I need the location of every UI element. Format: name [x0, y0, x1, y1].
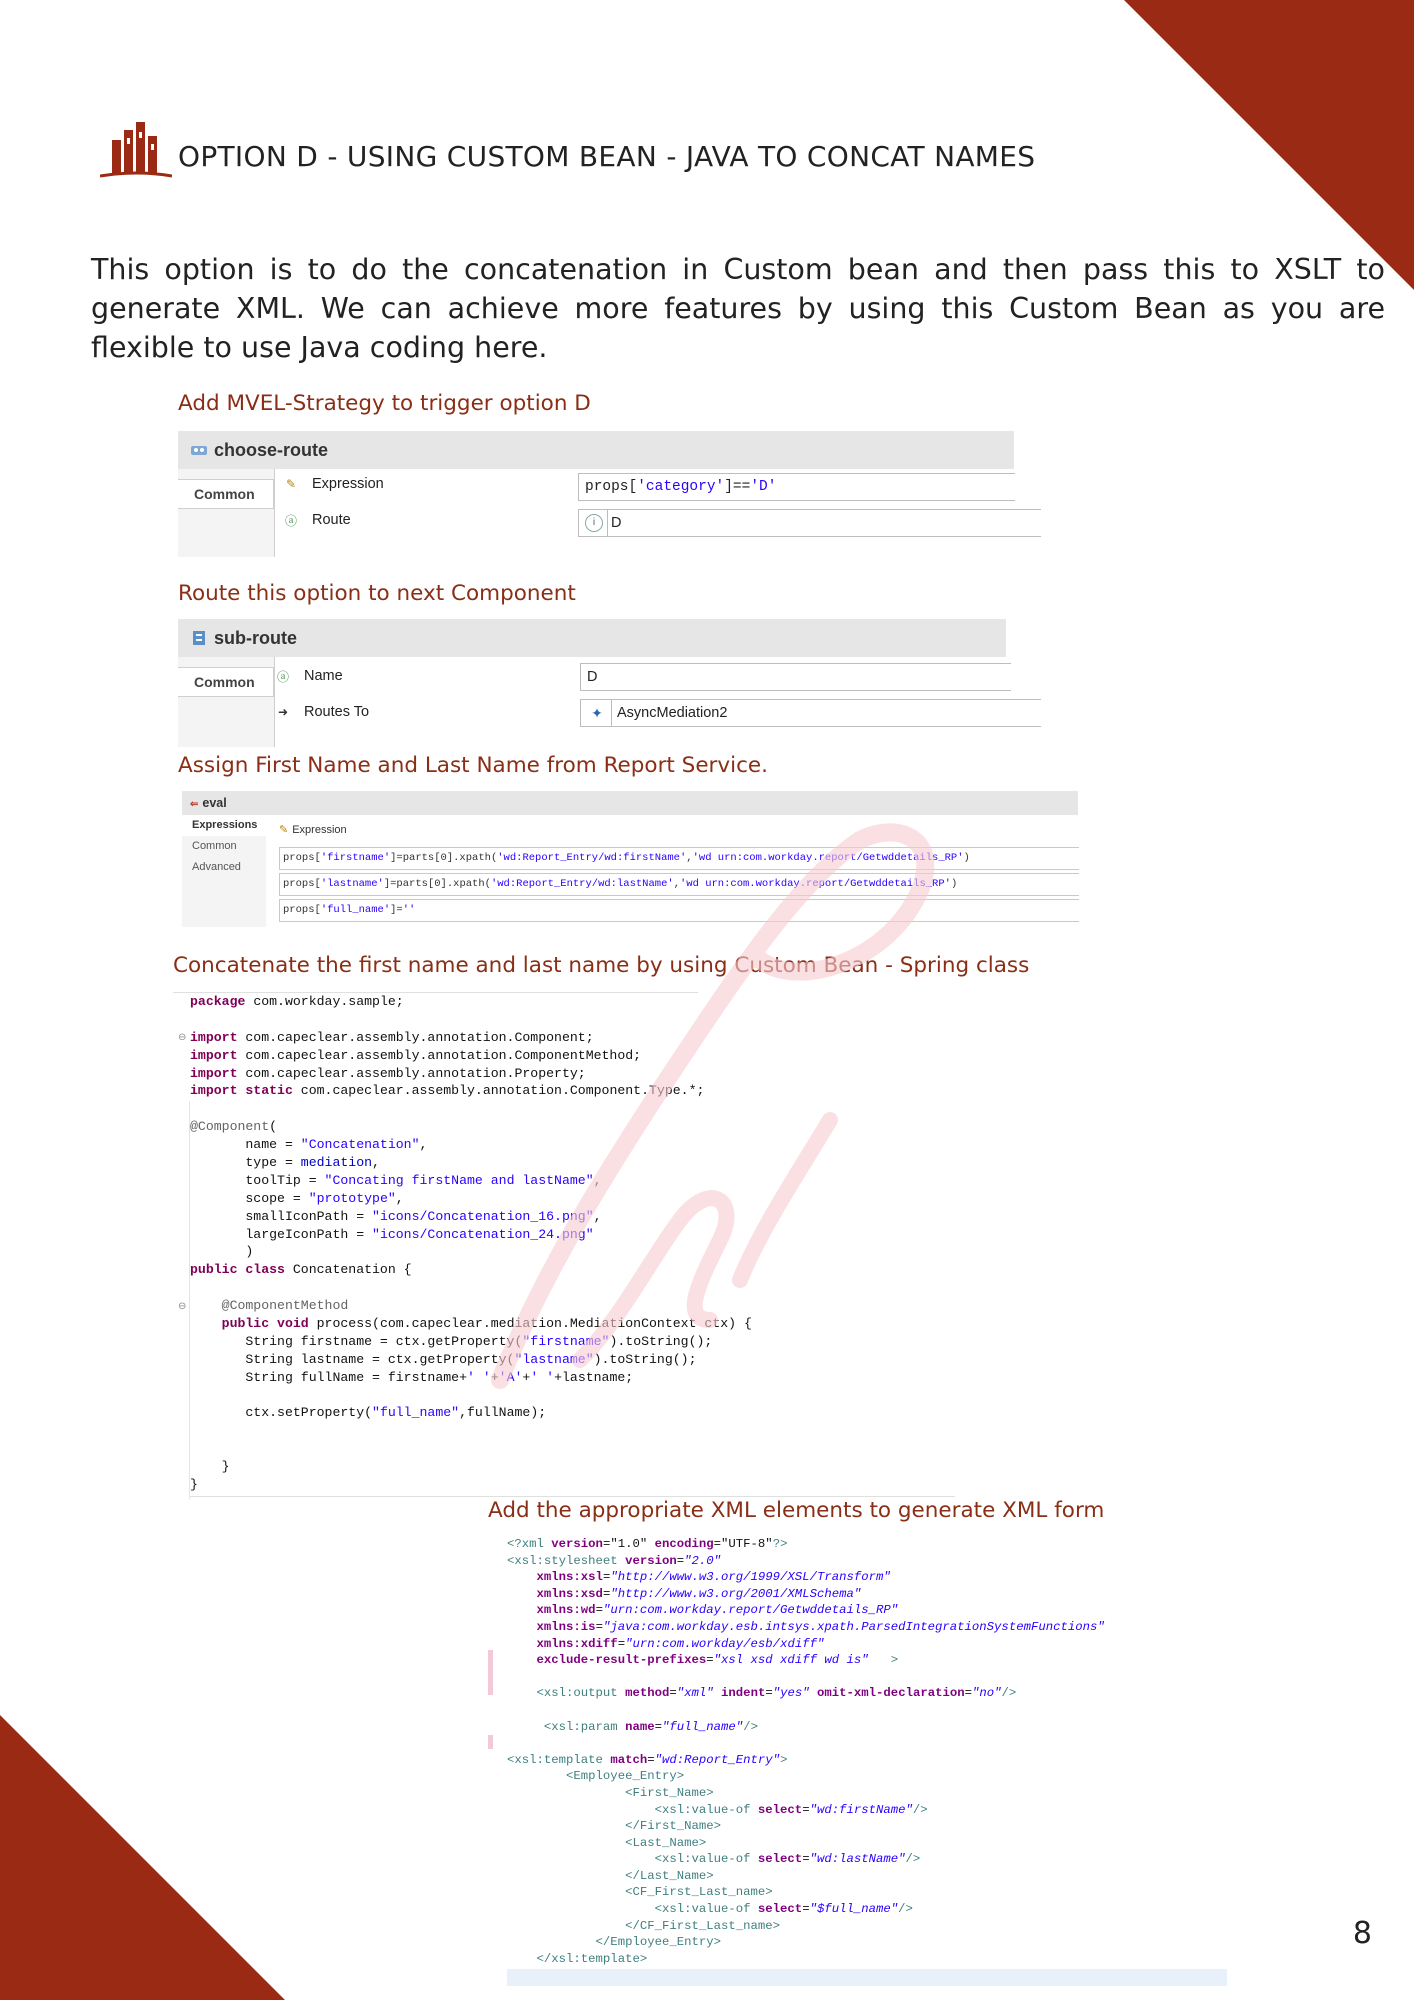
choose-route-title: choose-route	[214, 439, 329, 460]
xml-code-line: <xsl:value-of select="wd:firstName"/>	[507, 1802, 928, 1817]
eval-expression-1[interactable]: props['firstname']=parts[0].xpath('wd:Report_Entry/wd:firstName','wd urn:com.workday.report/Getwddetails_RP')	[279, 847, 1079, 870]
xml-code-line: exclude-result-prefixes="xsl xsd xdiff wd is" >	[507, 1653, 899, 1668]
eval-panel	[182, 791, 1078, 927]
xml-code-line: xmlns:xsl="http://www.w3.org/1999/XSL/Transform"	[507, 1570, 891, 1585]
xml-code-line: <xsl:output method="xml" indent="yes" omit-xml-declaration="no"/>	[507, 1686, 1017, 1701]
fold-icon[interactable]: ⊖	[178, 1032, 187, 1043]
routes-to-label-row	[274, 703, 369, 721]
xml-code-line	[507, 1702, 1105, 1719]
java-code-line: name = "Concatenation",	[190, 1137, 428, 1153]
java-code-line	[190, 1387, 752, 1405]
xml-code-line: </First_Name>	[507, 1819, 722, 1834]
java-code-line: )	[190, 1244, 254, 1260]
java-code-line: String firstname = ctx.getProperty("firstname").toString();	[190, 1333, 713, 1349]
xml-code-line: <CF_First_Last_name>	[507, 1885, 773, 1900]
xml-code-line	[507, 1669, 1105, 1686]
java-code-line	[190, 1011, 752, 1029]
sub-route-sidebar	[178, 657, 275, 747]
java-code-line: }	[190, 1477, 198, 1493]
tab-common[interactable]: Common	[178, 479, 274, 509]
choose-route-header	[178, 431, 1014, 469]
sub-route-header	[178, 619, 1006, 657]
xml-code-line: </CF_First_Last_name>	[507, 1918, 781, 1933]
fold-icon[interactable]: ⊖	[178, 1301, 187, 1312]
route-label-row	[282, 511, 351, 529]
tab-advanced[interactable]: Advanced	[192, 861, 241, 873]
xml-code-line: <First_Name>	[507, 1785, 714, 1800]
name-label-row	[274, 667, 343, 685]
java-code-line: smallIconPath = "icons/Concatenation_16.png",	[190, 1208, 602, 1224]
xml-code-line: xmlns:wd="urn:com.workday.report/Getwddetails_RP"	[507, 1603, 899, 1618]
sub-route-panel	[178, 619, 1006, 747]
java-code-line: public class Concatenation {	[190, 1262, 412, 1278]
java-code-line: import static com.capeclear.assembly.annotation.Component.Type.*;	[190, 1083, 705, 1099]
caption-step5: Add the appropriate XML elements to generate XML form	[488, 1498, 1105, 1523]
page-title: OPTION D - USING CUSTOM BEAN - JAVA TO CONCAT NAMES	[178, 140, 1036, 173]
xml-code-line	[507, 1735, 1105, 1752]
xml-code-line: <xsl:template match="wd:Report_Entry">	[507, 1752, 788, 1767]
expression-column-header: ✎ Expression	[279, 824, 347, 836]
corner-decoration-bottom-left	[0, 1715, 285, 2000]
caption-step1: Add MVEL-Strategy to trigger option D	[178, 391, 591, 416]
eval-sidebar	[182, 815, 266, 927]
xml-code-line: </xsl:template>	[507, 1951, 648, 1966]
java-code-block	[190, 993, 752, 1494]
route-input[interactable]: i D	[578, 509, 1041, 537]
xml-code-line: <?xml version="1.0" encoding="UTF-8"?>	[507, 1537, 788, 1551]
java-code-line: public void process(com.capeclear.mediation.MediationContext ctx) {	[190, 1316, 752, 1332]
route-icon: ⓐ	[284, 513, 297, 528]
expression-icon: ✎	[285, 477, 297, 491]
sub-route-icon	[190, 631, 208, 645]
choose-route-panel	[178, 431, 1014, 557]
xml-code-line: <Last_Name>	[507, 1835, 707, 1850]
xml-code-line: <xsl:value-of select="$full_name"/>	[507, 1902, 913, 1917]
java-code-line: type = mediation,	[190, 1155, 380, 1171]
routes-to-input[interactable]: ✦ AsyncMediation2	[580, 699, 1041, 727]
caption-step4: Concatenate the first name and last name by using Custom Bean - Spring class	[173, 953, 1030, 978]
xml-code-line: xmlns:is="java:com.workday.esb.intsys.xpath.ParsedIntegrationSystemFunctions"	[507, 1619, 1105, 1634]
tab-common[interactable]: Common	[192, 840, 237, 852]
java-code-line: import com.capeclear.assembly.annotation.Component;	[190, 1029, 594, 1045]
choose-route-sidebar	[178, 469, 275, 557]
java-code-line: ctx.setProperty("full_name",fullName);	[190, 1405, 547, 1421]
expression-input[interactable]: props['category']=='D'	[578, 473, 1015, 501]
info-icon: i	[585, 514, 603, 532]
java-code-line: @Component(	[190, 1119, 278, 1135]
java-code-line	[190, 1279, 752, 1297]
xml-code-line: <Employee_Entry>	[507, 1769, 685, 1784]
component-picker-icon[interactable]: ✦	[591, 705, 603, 721]
sub-route-title: sub-route	[214, 627, 297, 648]
java-code-line: package com.workday.sample;	[190, 994, 404, 1009]
routes-to-label: Routes To	[304, 704, 370, 720]
eval-icon: ⇐	[190, 799, 199, 810]
strategy-icon	[190, 443, 208, 457]
java-code-line	[190, 1100, 752, 1118]
xml-code-line: xmlns:xdiff="urn:com.workday/esb/xdiff"	[507, 1636, 825, 1651]
name-icon: ⓐ	[276, 669, 289, 684]
java-code-line: import com.capeclear.assembly.annotation.Property;	[190, 1065, 586, 1081]
intro-paragraph: This option is to do the concatenation in Custom bean and then pass this to XSLT to generate XML. We can achieve more features by using this Custom Bean as you are flexible to use Java coding here.	[91, 253, 1385, 364]
building-logo-icon	[100, 118, 172, 182]
xml-code-line: </Employee_Entry>	[507, 1935, 722, 1950]
xml-code-line: <xsl:value-of select="wd:lastName"/>	[507, 1852, 921, 1867]
expression-label: Expression	[312, 476, 384, 492]
tab-common[interactable]: Common	[178, 667, 274, 697]
java-code-line: largeIconPath = "icons/Concatenation_24.png"	[190, 1226, 594, 1242]
tab-expressions[interactable]: Expressions	[182, 815, 266, 836]
java-code-line	[190, 1422, 752, 1440]
route-label: Route	[312, 512, 351, 528]
java-code-line: String lastname = ctx.getProperty("lastname").toString();	[190, 1351, 697, 1367]
caption-step2: Route this option to next Component	[178, 581, 576, 606]
eval-title: eval	[202, 796, 227, 810]
java-code-line: toolTip = "Concating firstName and lastName",	[190, 1172, 602, 1188]
java-code-line	[190, 1440, 752, 1458]
eval-expression-2[interactable]: props['lastname']=parts[0].xpath('wd:Report_Entry/wd:lastName','wd urn:com.workday.report/Getwddetails_RP')	[279, 873, 1079, 896]
caption-step3: Assign First Name and Last Name from Report Service.	[178, 753, 768, 778]
xml-code-line: xmlns:xsd="http://www.w3.org/2001/XMLSchema"	[507, 1586, 862, 1601]
java-code-line: @ComponentMethod	[190, 1298, 349, 1314]
xml-code-block	[507, 1536, 1105, 1984]
page-number: 8	[1352, 1916, 1372, 1951]
java-code-line: String fullName = firstname+' '+'A'+' '+lastname;	[190, 1369, 634, 1385]
corner-decoration-top-right	[1124, 0, 1414, 290]
eval-expression-3[interactable]: props['full_name']=''	[279, 899, 1079, 922]
xml-code-line: <xsl:param name="full_name"/>	[507, 1719, 758, 1734]
name-label: Name	[304, 668, 343, 684]
java-code-line: scope = "prototype",	[190, 1190, 404, 1206]
java-code-line: import com.capeclear.assembly.annotation.ComponentMethod;	[190, 1047, 642, 1063]
java-code-line: }	[190, 1459, 230, 1475]
expression-icon: ✎	[279, 824, 289, 836]
eval-header	[182, 791, 1078, 815]
expression-label-row	[282, 475, 384, 493]
name-input[interactable]: D	[580, 663, 1011, 691]
arrow-right-icon: ➜	[277, 705, 289, 719]
xml-code-line: <xsl:stylesheet version="2.0"	[507, 1553, 722, 1568]
xml-code-line: </Last_Name>	[507, 1868, 714, 1883]
